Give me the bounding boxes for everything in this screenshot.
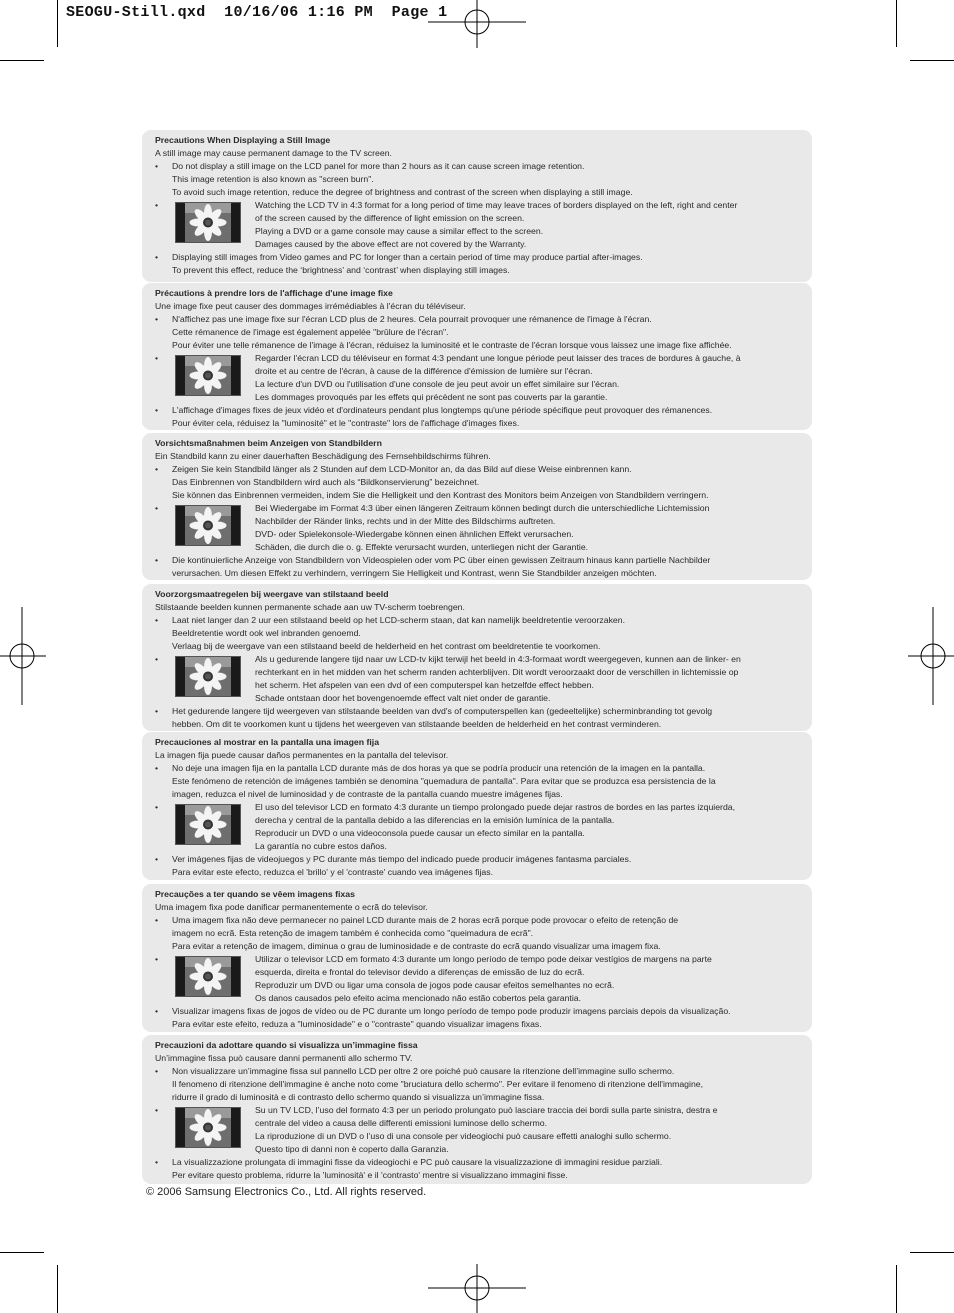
bullet-marker: • [155,252,159,262]
crop-mark [896,0,897,47]
text-line: Regarder l'écran LCD du téléviseur en format 4:3 pendant une longue période peut laisser des traces de bordures à gauche, à [255,353,741,363]
bullet-item [155,914,798,953]
text-line: Displaying still images from Video games and PC for longer than a certain period of time may produce partial after-images. [172,252,643,262]
registration-mark-bottom [428,1264,526,1313]
text-line: This image retention is also known as "screen burn". [172,174,374,184]
text-line: Beeldretentie wordt ook wel inbranden genoemd. [172,628,361,638]
text-line: Reproducir un DVD o una videoconsola puede causar un efecto similar en la pantalla. [255,828,585,838]
section-title: Précautions à prendre lors de l'affichage d'une image fixe [155,288,393,298]
text-line: verursachen. Um diesen Effekt zu verhindern, verringern Sie Helligkeit und Kontrast, wenn Sie Standbilder anzeigen möchten. [172,568,657,578]
flower-screen-image [175,956,241,997]
text-line: Os danos causados pelo efeito acima mencionado não estão cobertos pela garantia. [255,993,581,1003]
text-line: N'affichez pas une image fixe sur l'écran LCD plus de 2 heures. Cela pourrait provoquer une rémanence de l'image à l'écran. [172,314,652,324]
section-title: Precautions When Displaying a Still Image [155,135,331,145]
slug-date: 10/16/06 [224,4,299,21]
text-line: To prevent this effect, reduce the ‘brightness’ and ‘contrast’ when displaying still images. [172,265,510,275]
bullet-item [155,404,798,430]
registration-mark-top [428,0,526,48]
text-line: Uma imagem fixa não deve permanecer no painel LCD durante mais de 2 horas ecrã porque pode provocar o efeito de retenção de [172,915,679,925]
text-line: Reproduzir um DVD ou ligar uma consola de jogos pode causar efeitos semelhantes no ecrã. [255,980,615,990]
section-title: Voorzorgsmaatregelen bij weergave van stilstaand beeld [155,589,389,599]
bullet-item-with-image [155,352,798,404]
bullet-marker: • [155,200,159,210]
bullet-item-with-image [155,502,798,554]
bullet-marker: • [155,1105,159,1115]
bullet-marker: • [155,706,159,716]
bullet-item [155,251,798,277]
bullet-item [155,463,798,502]
section-intro: Un’immagine fissa può causare danni permanenti allo schermo TV. [155,1053,413,1063]
bullet-item-with-image [155,199,798,251]
slug-time: 1:16 PM [307,4,373,21]
bullet-marker: • [155,854,159,864]
text-line: Para evitar este efeito, reduza a "luminosidade" e o "contraste" quando visualizar imagens fixas. [172,1019,542,1029]
text-line: No deje una imagen fija en la pantalla LCD durante más de dos horas ya que se podría producir una retención de la imagen en la pantalla. [172,763,706,773]
bullet-item [155,1065,798,1104]
text-line: Do not display a still image on the LCD panel for more than 2 hours as it can cause screen image retention. [172,161,585,171]
bullet-marker: • [155,654,159,664]
text-line: Sie können das Einbrennen vermeiden, indem Sie die Helligkeit und den Kontrast des Monitors beim Anzeigen von Standbildern verringern. [172,490,709,500]
text-line: Die kontinuierliche Anzeige von Standbildern von Videospielen oder vom PC über einen gewissen Zeitraum hinaus kann partielle Nachbilder [172,555,711,565]
text-line: Per evitare questo problema, ridurre la 'luminosità' e il 'contrasto' mentre si visualizzano immagini fisse. [172,1170,568,1180]
text-line: esquerda, direita e frontal do televisor devido a diferenças de emissão de luz do ecrã. [255,967,585,977]
text-line: El uso del televisor LCD en formato 4:3 durante un tiempo prolongado puede dejar rastros de bordes en las partes izquierda, [255,802,736,812]
text-line: DVD- oder Spielekonsole-Wiedergabe können einen ähnlichen Effekt verursachen. [255,529,574,539]
text-line: Damages caused by the above effect are not covered by the Warranty. [255,239,527,249]
text-line: Schade ontstaan door het bovengenoemde effect valt niet onder de garantie. [255,693,551,703]
text-line: Il fenomeno di ritenzione dell'immagine è anche noto come "bruciatura dello schermo". Per evitare il fenomeno di ritenzione dell'immagine, [172,1079,704,1089]
bullet-marker: • [155,763,159,773]
section-intro: La imagen fija puede causar daños permanentes en la pantalla del televisor. [155,750,449,760]
bullet-item [155,614,798,653]
bullet-marker: • [155,555,159,565]
bullet-text [172,1005,798,1031]
bullet-item [155,1156,798,1182]
text-line: Visualizar imagens fixas de jogos de vídeo ou de PC durante um longo período de tempo pode produzir imagens parciais depois da visualização. [172,1006,731,1016]
bullet-marker: • [155,1006,159,1016]
text-line: La garantía no cubre estos daños. [255,841,387,851]
text-line: Su un TV LCD, l’uso del formato 4:3 per un periodo prolungato può lasciare traccia dei bordi sulla parte sinistra, destra e [255,1105,718,1115]
bullet-text [255,502,798,554]
text-line: of the screen caused by the difference of light emission on the screen. [255,213,525,223]
bullet-text [172,914,798,953]
bullet-text [172,160,798,199]
text-line: Bei Wiedergabe im Format 4:3 über einen längeren Zeitraum können bedingt durch die unterschiedliche Lichtemission [255,503,710,513]
bullet-item [155,853,798,879]
text-line: Cette rémanence de l'image est également appelée "brûlure de l'écran". [172,327,449,337]
bullet-marker: • [155,615,159,625]
text-line: Les dommages provoqués par les effets qui précèdent ne sont pas couverts par la garantie. [255,392,608,402]
crop-mark [57,1265,58,1313]
section-intro: Ein Standbild kann zu einer dauerhaften Beschädigung des Fernsehbildschirms führen. [155,451,491,461]
text-line: Non visualizzare un’immagine fissa sul pannello LCD per oltre 2 ore poiché può causare la ritenzione dell’immagine sullo schermo. [172,1066,675,1076]
bullet-text [172,614,798,653]
bullet-item [155,554,798,580]
print-slug [66,4,447,21]
slug-page: Page 1 [391,4,448,21]
text-line: imagen, reduzca el nivel de luminosidad y de contraste de la pantalla cuando muestre imágenes fijas. [172,789,563,799]
text-line: centrale del video a causa delle differenti emissioni luminose dello schermo. [255,1118,547,1128]
text-line: Het gedurende langere tijd weergeven van stilstaande beelden van dvd's of computerspellen kan (gedeeltelijke) scherminbranding tot gevolg [172,706,713,716]
bullet-item [155,313,798,352]
text-line: Para evitar a retenção de imagem, diminua o grau de luminosidade e de contraste do ecrã quando visualizar uma imagem fixa. [172,941,661,951]
bullet-text [255,352,798,404]
bullet-text [172,853,798,879]
section-intro: A still image may cause permanent damage to the TV screen. [155,148,392,158]
bullet-text [172,762,798,801]
section-title: Precauções a ter quando se vêem imagens fixas [155,889,355,899]
bullet-text [172,463,798,502]
section-intro: Une image fixe peut causer des dommages irrémédiables à l'écran du téléviseur. [155,301,466,311]
text-line: Pour éviter cela, réduisez la "luminosité" et le "contraste" lors de l'affichage d'images fixes. [172,418,520,428]
text-line: Das Einbrennen von Standbildern wird auch als “Bildkonservierung” bezeichnet. [172,477,480,487]
text-line: L'affichage d'images fixes de jeux vidéo et d'ordinateurs pendant plus longtemps qu'une période spécifique peut provoquer des rémanences. [172,405,713,415]
precaution-section [142,1035,812,1184]
precaution-section [142,130,812,282]
text-line: Zeigen Sie kein Standbild länger als 2 Stunden auf dem LCD-Monitor an, da das Bild auf diese Weise einbrennen kann. [172,464,632,474]
text-line: La visualizzazione prolungata di immagini fisse da videogiochi e PC può causare la visualizzazione di immagini residue parziali. [172,1157,663,1167]
text-line: rechterkant en in het midden van het scherm randen achterblijven. Dit wordt veroorzaakt door de verschillen in lichtemissie op [255,667,739,677]
text-line: het scherm. Het afspelen van een dvd of een computerspel kan hetzelfde effect hebben. [255,680,594,690]
precaution-section [142,732,812,880]
copyright-notice: © 2006 Samsung Electronics Co., Ltd. All rights reserved. [146,1186,427,1198]
bullet-text [172,554,798,580]
bullet-item [155,1005,798,1031]
bullet-text [172,313,798,352]
text-line: Watching the LCD TV in 4:3 format for a long period of time may leave traces of borders displayed on the left, right and center [255,200,738,210]
section-title: Precauciones al mostrar en la pantalla una imagen fija [155,737,380,747]
slug-filename: SEOGU-Still.qxd [66,4,206,21]
bullet-text [255,953,798,1005]
text-line: Nachbilder der Ränder links, rechts und in der Mitte des Bildschirms auftreten. [255,516,556,526]
text-line: Para evitar este efecto, reduzca el 'brillo' y el 'contraste' cuando vea imágenes fijas. [172,867,494,877]
bullet-item-with-image [155,801,798,853]
registration-mark-left [0,607,46,705]
text-line: Este fenómeno de retención de imágenes también se denomina "quemadura de pantalla". Para evitar que se produzca esa persistencia de la [172,776,716,786]
crop-mark [896,1265,897,1313]
bullet-marker: • [155,464,159,474]
bullet-marker: • [155,353,159,363]
bullet-marker: • [155,915,159,925]
bullet-item-with-image [155,953,798,1005]
bullet-item-with-image [155,653,798,705]
bullet-item [155,762,798,801]
bullet-text [172,251,798,277]
text-line: Verlaag bij de weergave van een stilstaand beeld de helderheid en het contrast om beeldretentie te voorkomen. [172,641,601,651]
crop-mark [910,60,954,61]
text-line: La lecture d'un DVD ou l'utilisation d'une console de jeu peut avoir un effet similaire sur l'écran. [255,379,620,389]
text-line: Laat niet langer dan 2 uur een stilstaand beeld op het LCD-scherm staan, dat kan namelijk beeldretentie veroorzaken. [172,615,625,625]
precaution-section [142,433,812,580]
bullet-item-with-image [155,1104,798,1156]
bullet-marker: • [155,503,159,513]
flower-screen-image [175,355,241,396]
bullet-marker: • [155,954,159,964]
bullet-text [255,1104,798,1156]
bullet-text [172,705,798,731]
flower-screen-image [175,505,241,546]
bullet-item [155,160,798,199]
bullet-item [155,705,798,731]
text-line: To avoid such image retention, reduce the degree of brightness and contrast of the screen when displaying a still image. [172,187,633,197]
section-title: Precauzioni da adottare quando si visualizza un’immagine fissa [155,1040,418,1050]
crop-mark [910,1252,954,1253]
text-line: Utilizar o televisor LCD em formato 4:3 durante um longo período de tempo pode deixar vestígios de margens na parte [255,954,712,964]
bullet-marker: • [155,405,159,415]
text-line: Questo tipo di danni non è coperto dalla Garanzia. [255,1144,449,1154]
flower-screen-image [175,804,241,845]
text-line: Als u gedurende langere tijd naar uw LCD-tv kijkt terwijl het beeld in 4:3-formaat wordt weergegeven, kunnen aan de linker- en [255,654,741,664]
precaution-section [142,584,812,731]
flower-screen-image [175,656,241,697]
bullet-text [172,1156,798,1182]
bullet-marker: • [155,314,159,324]
crop-mark [0,60,44,61]
flower-screen-image [175,202,241,243]
bullet-marker: • [155,161,159,171]
text-line: hebben. Om dit te voorkomen kunt u tijdens het weergeven van stilstaande beelden de helderheid en het contrast verminderen. [172,719,662,729]
text-line: droite et au centre de l'écran, à cause de la différence d'émission de lumière sur l'écran. [255,366,593,376]
text-line: Schäden, die durch die o. g. Effekte verursacht wurden, unterliegen nicht der Garantie. [255,542,589,552]
bullet-marker: • [155,802,159,812]
precaution-section [142,283,812,430]
precaution-section [142,884,812,1032]
text-line: ridurre il grado di luminosità e di contrasto dello schermo quando si visualizza un’immagine fissa. [172,1092,545,1102]
bullet-text [255,199,798,251]
text-line: imagem no ecrã. Esta retenção de imagem também é conhecida como "queimadura de ecrã". [172,928,534,938]
crop-mark [57,0,58,47]
text-line: Ver imágenes fijas de videojuegos y PC durante más tiempo del indicado puede producir imágenes fantasma parciales. [172,854,632,864]
text-line: La riproduzione di un DVD o l’uso di una console per videogiochi può causare effetti analoghi sullo schermo. [255,1131,672,1141]
text-line: Playing a DVD or a game console may cause a similar effect to the screen. [255,226,544,236]
text-line: Pour éviter une telle rémanence de l'image à l'écran, réduisez la luminosité et le contraste de l'écran lorsque vous laissez une image fixe affichée. [172,340,732,350]
section-title: Vorsichtsmaßnahmen beim Anzeigen von Standbildern [155,438,382,448]
section-intro: Uma imagem fixa pode danificar permanentemente o ecrã do televisor. [155,902,428,912]
bullet-marker: • [155,1157,159,1167]
bullet-marker: • [155,1066,159,1076]
text-line: derecha y central de la pantalla debido a las diferencias en la emisión lumínica de la pantalla. [255,815,615,825]
bullet-text [255,801,798,853]
flower-screen-image [175,1107,241,1148]
section-intro: Stilstaande beelden kunnen permanente schade aan uw TV-scherm toebrengen. [155,602,465,612]
registration-mark-right [908,607,954,705]
crop-mark [0,1252,44,1253]
bullet-text [255,653,798,705]
bullet-text [172,404,798,430]
bullet-text [172,1065,798,1104]
